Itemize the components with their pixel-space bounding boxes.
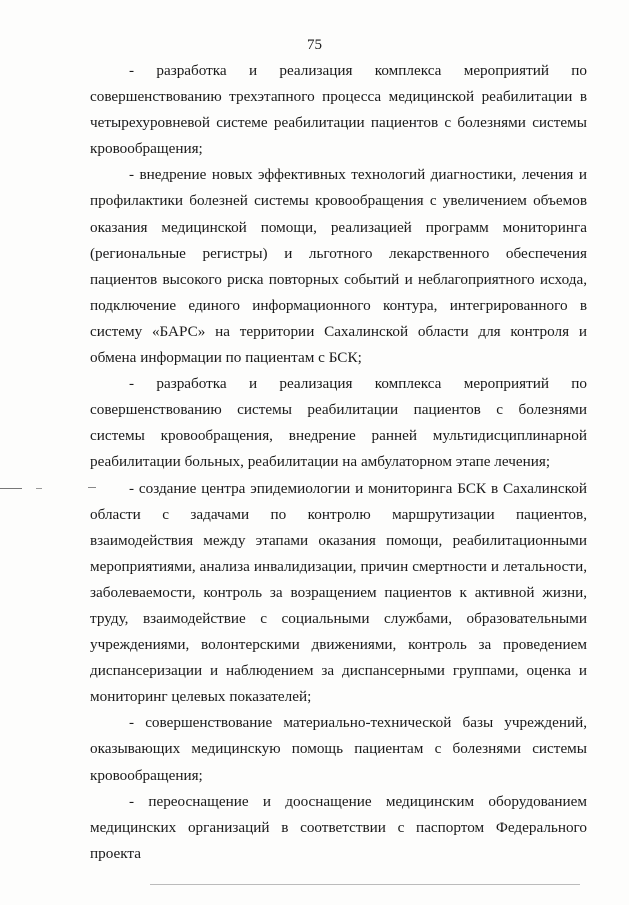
- page-number: 75: [307, 37, 322, 53]
- paragraph-material-base: - совершенствование материально-технической базы учреждений, оказывающих медицинскую помощь пациентам с болезнями системы кровообращения;: [90, 714, 587, 784]
- paragraph-monitoring-center: - создание центра эпидемиологии и мониторинга БСК в Сахалинской области с задачами по контролю маршрутизации пациентов, взаимодействия между этапами оказания помощи, реабилитационными мероприятиями, анализа инвалидизации, причин смертности и летальности, заболеваемости, контроль за возращением пациентов к активной жизни, труду, взаимодействие с социальными службами, образовательными учреждениями, волонтерскими движениями, контроль за проведением диспансеризации и наблюдением за диспансерными группами, оценка и мониторинг целевых показателей;: [90, 479, 587, 706]
- paragraph-new-technologies: - внедрение новых эффективных технологий диагностики, лечения и профилактики болезней системы кровообращения с увеличением объемов оказания медицинской помощи, реализацией программ мониторинга (региональные регистры) и льготного лекарственного обеспечения пациентов высокого риска повторных событий и неблагоприятного исхода, подключение единого информационного контура, интегрированного в систему «БАРС» на территории Сахалинской области для контроля и обмена информации по пациентам с БСК;: [90, 166, 587, 367]
- scan-artifact-line: [150, 884, 580, 885]
- paragraph-rehab-complex: - разработка и реализация комплекса мероприятий по совершенствованию трехэтапного процесса медицинской реабилитации в четырехуровневой системе реабилитации пациентов с болезнями системы кровообращения;: [90, 62, 587, 158]
- scan-artifact-line: [88, 487, 96, 488]
- document-body: [90, 58, 587, 867]
- paragraph-equipment: - переоснащение и дооснащение медицинским оборудованием медицинских организаций в соответствии с паспортом Федерального проекта: [90, 792, 587, 862]
- scan-artifact-line: [36, 488, 42, 489]
- paragraph-rehab-system: - разработка и реализация комплекса мероприятий по совершенствованию системы реабилитации пациентов с болезнями системы кровообращения, внедрение ранней мультидисциплинарной реабилитации больных, реабилитации на амбулаторном этапе лечения;: [90, 375, 587, 471]
- scan-artifact-line: [0, 488, 22, 489]
